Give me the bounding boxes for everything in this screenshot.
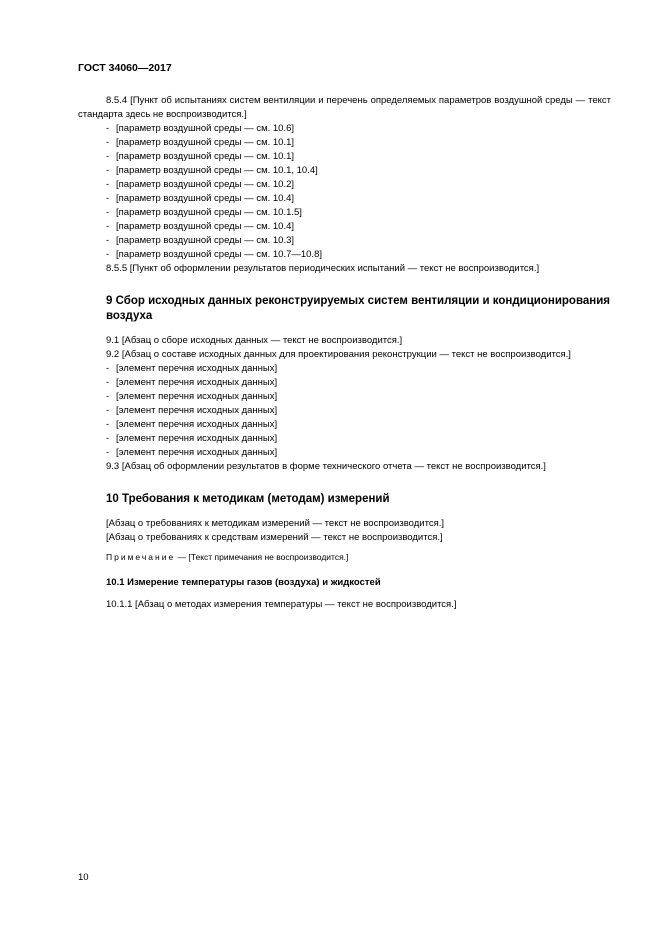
- list-item: - [параметр воздушной среды — см. 10.1, 10.4]: [106, 165, 318, 176]
- list-item: - [параметр воздушной среды — см. 10.1.5]: [106, 207, 302, 218]
- list-item: - [параметр воздушной среды — см. 10.2]: [106, 179, 295, 190]
- list-item: - [параметр воздушной среды — см. 10.1]: [106, 151, 295, 162]
- list-item: - [параметр воздушной среды — см. 10.7—10.8]: [106, 249, 322, 260]
- paragraph: 8.5.4 [Пункт об испытаниях систем вентиляции и перечень определяемых параметров воздушной среды — текст стандарта здесь не воспроизводится.]: [78, 95, 611, 120]
- list-item: - [элемент перечня исходных данных]: [106, 405, 278, 416]
- list-item: - [элемент перечня исходных данных]: [106, 363, 278, 374]
- list-item: - [элемент перечня исходных данных]: [106, 377, 278, 388]
- page-number: 10: [78, 872, 89, 883]
- paragraph: [Абзац о требованиях к средствам измерений — текст не воспроизводится.]: [106, 532, 443, 543]
- list-item: - [параметр воздушной среды — см. 10.6]: [106, 123, 295, 134]
- note-paragraph: Примечание — [Текст примечания не воспроизводится.]: [106, 552, 349, 562]
- paragraph: 9.3 [Абзац об оформлении результатов в форме технического отчета — текст не воспроизводится.]: [106, 461, 546, 472]
- paragraph: 10.1.1 [Абзац о методах измерения температуры — текст не воспроизводится.]: [106, 599, 457, 610]
- section-heading: 10 Требования к методикам (методам) измерений: [106, 493, 390, 505]
- paragraph: [Абзац о требованиях к методикам измерений — текст не воспроизводится.]: [106, 518, 444, 529]
- list-item: - [параметр воздушной среды — см. 10.1]: [106, 137, 295, 148]
- paragraph: 9.1 [Абзац о сборе исходных данных — текст не воспроизводится.]: [106, 335, 403, 346]
- list-item: - [элемент перечня исходных данных]: [106, 433, 278, 444]
- list-item: - [параметр воздушной среды — см. 10.4]: [106, 193, 295, 204]
- paragraph: 9.2 [Абзац о составе исходных данных для проектирования реконструкции — текст не воспроизводится.]: [106, 349, 571, 360]
- list-item: - [элемент перечня исходных данных]: [106, 419, 278, 430]
- subsection-heading: 10.1 Измерение температуры газов (воздуха) и жидкостей: [106, 577, 381, 588]
- list-item: - [элемент перечня исходных данных]: [106, 447, 278, 458]
- document-header: ГОСТ 34060—2017: [78, 62, 172, 74]
- section-heading: 9 Сбор исходных данных реконструируемых систем вентиляции и кондиционирования воздуха: [106, 295, 610, 322]
- list-item: - [параметр воздушной среды — см. 10.4]: [106, 221, 295, 232]
- list-item: - [элемент перечня исходных данных]: [106, 391, 278, 402]
- list-item: - [параметр воздушной среды — см. 10.3]: [106, 235, 295, 246]
- document-body: [78, 94, 611, 612]
- paragraph: 8.5.5 [Пункт об оформлении результатов периодических испытаний — текст не воспроизводится.]: [106, 263, 540, 274]
